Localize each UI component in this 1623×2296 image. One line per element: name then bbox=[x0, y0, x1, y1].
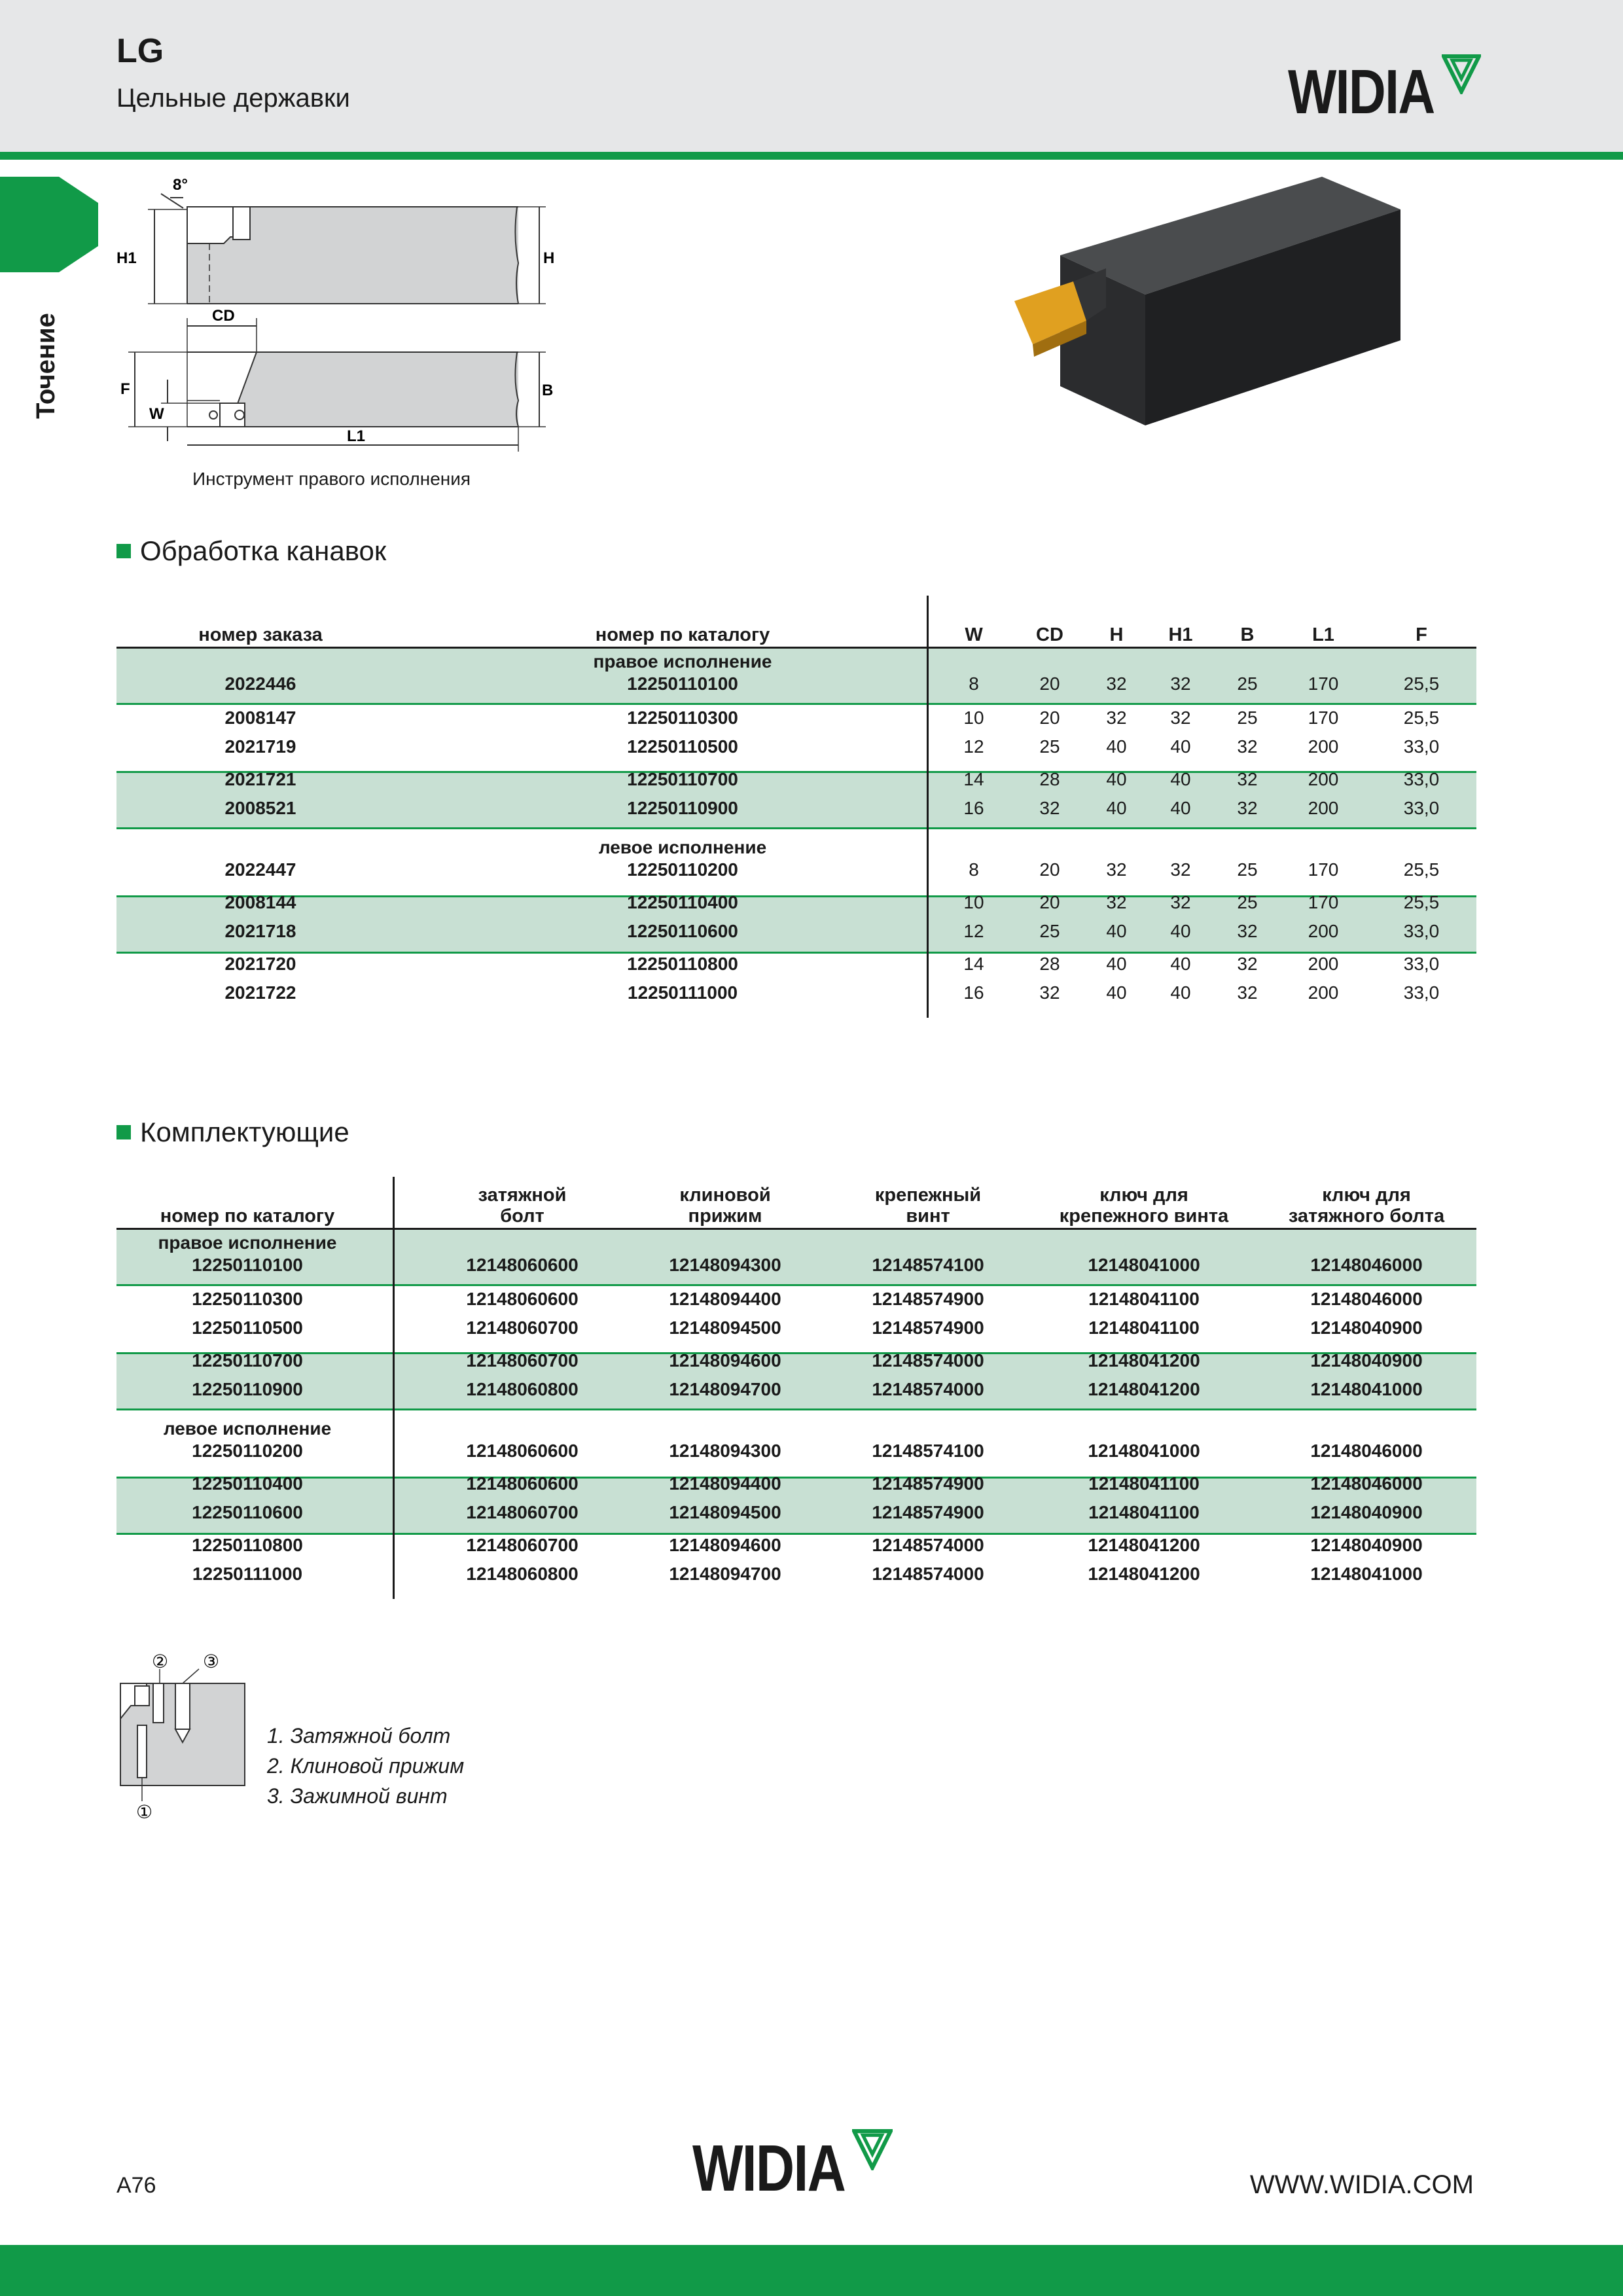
brand-logo-text: WIDIA bbox=[1288, 57, 1435, 127]
brand-triangle-icon bbox=[852, 2128, 893, 2170]
cell-catalog: 12250110300 bbox=[627, 708, 738, 728]
cell-key1: 12148041100 bbox=[1088, 1318, 1200, 1338]
cell-catalog: 12250110900 bbox=[192, 1379, 303, 1399]
cell-h: 32 bbox=[1106, 892, 1127, 912]
group-label-left: левое исполнение bbox=[163, 1418, 332, 1439]
group-label-right: правое исполнение bbox=[593, 651, 772, 672]
page-footer-bar bbox=[0, 2245, 1623, 2296]
cell-order: 2021722 bbox=[224, 982, 296, 1003]
table-group-rule bbox=[116, 827, 1476, 829]
cell-h1: 32 bbox=[1170, 859, 1191, 880]
assembly-sketch bbox=[111, 1647, 255, 1823]
cell-f: 33,0 bbox=[1403, 954, 1440, 974]
cell-b: 32 bbox=[1237, 921, 1258, 941]
table-group-rule bbox=[116, 1284, 1476, 1286]
col-header-key-screw-line2: крепежного винта bbox=[1059, 1206, 1229, 1227]
cell-screw: 12148574900 bbox=[872, 1473, 984, 1494]
cell-wedge: 12148094600 bbox=[669, 1535, 781, 1555]
cell-b: 25 bbox=[1237, 673, 1258, 694]
cell-key1: 12148041200 bbox=[1088, 1535, 1200, 1555]
cell-b: 32 bbox=[1237, 769, 1258, 789]
cell-key2: 12148046000 bbox=[1310, 1289, 1423, 1309]
cell-h: 32 bbox=[1106, 859, 1127, 880]
cell-b: 25 bbox=[1237, 892, 1258, 912]
dim-b-label: B bbox=[542, 382, 554, 399]
col-header-key-bolt bbox=[1268, 1185, 1465, 1227]
dim-f-label: F bbox=[120, 380, 130, 398]
cell-catalog: 12250110400 bbox=[627, 892, 738, 912]
table-header-rule bbox=[116, 1228, 1476, 1230]
cell-h: 40 bbox=[1106, 798, 1127, 818]
col-header-bolt bbox=[424, 1185, 620, 1227]
section-bullet-icon bbox=[116, 544, 131, 558]
cell-f: 33,0 bbox=[1403, 769, 1440, 789]
section-title-grooving-text: Обработка канавок bbox=[140, 535, 387, 566]
cell-f: 33,0 bbox=[1403, 736, 1440, 757]
cell-catalog: 12250110600 bbox=[192, 1502, 303, 1522]
cell-w: 16 bbox=[963, 982, 984, 1003]
cell-l1: 170 bbox=[1308, 708, 1339, 728]
cell-key1: 12148041200 bbox=[1088, 1379, 1200, 1399]
cell-wedge: 12148094700 bbox=[669, 1564, 781, 1584]
cell-order: 2022446 bbox=[224, 673, 296, 694]
cell-key2: 12148040900 bbox=[1310, 1535, 1423, 1555]
cell-key1: 12148041100 bbox=[1088, 1473, 1200, 1494]
cell-w: 10 bbox=[963, 708, 984, 728]
cell-screw: 12148574900 bbox=[872, 1318, 984, 1338]
cell-h: 40 bbox=[1106, 736, 1127, 757]
col-header-key-screw bbox=[1033, 1185, 1255, 1227]
brand-logo-text: WIDIA bbox=[692, 2132, 846, 2205]
cell-f: 25,5 bbox=[1403, 859, 1440, 880]
cell-catalog: 12250111000 bbox=[627, 982, 738, 1003]
cell-catalog: 12250110500 bbox=[627, 736, 738, 757]
col-header-order: номер заказа bbox=[198, 624, 323, 645]
cell-h1: 32 bbox=[1170, 892, 1191, 912]
cell-wedge: 12148094400 bbox=[669, 1289, 781, 1309]
page-number: A76 bbox=[116, 2173, 156, 2198]
cell-catalog: 12250110500 bbox=[192, 1318, 303, 1338]
cell-order: 2008144 bbox=[224, 892, 296, 912]
assembly-marker-1: ① bbox=[136, 1801, 153, 1823]
website-link[interactable]: WWW.WIDIA.COM bbox=[1249, 2170, 1474, 2199]
cell-order: 2021719 bbox=[224, 736, 296, 757]
cell-f: 25,5 bbox=[1403, 673, 1440, 694]
section-title-parts-text: Комплектующие bbox=[140, 1117, 349, 1147]
cell-key1: 12148041100 bbox=[1088, 1502, 1200, 1522]
cell-l1: 200 bbox=[1308, 921, 1339, 941]
col-header-key-bolt-line1: ключ для bbox=[1322, 1185, 1411, 1206]
assembly-marker-3: ③ bbox=[203, 1651, 220, 1672]
cell-wedge: 12148094500 bbox=[669, 1318, 781, 1338]
cell-catalog: 12250110200 bbox=[192, 1441, 303, 1461]
dim-cd-label: CD bbox=[212, 307, 235, 325]
table-group-rule bbox=[116, 703, 1476, 705]
parts-table bbox=[116, 1177, 1476, 1602]
cell-screw: 12148574100 bbox=[872, 1255, 984, 1275]
cell-b: 32 bbox=[1237, 954, 1258, 974]
cell-l1: 200 bbox=[1308, 769, 1339, 789]
cell-wedge: 12148094500 bbox=[669, 1502, 781, 1522]
cell-key1: 12148041100 bbox=[1088, 1289, 1200, 1309]
cell-bolt: 12148060800 bbox=[466, 1564, 579, 1584]
cell-key2: 12148046000 bbox=[1310, 1441, 1423, 1461]
col-header-screw-line1: крепежный bbox=[874, 1185, 982, 1206]
cell-order: 2021721 bbox=[224, 769, 296, 789]
cell-cd: 28 bbox=[1039, 769, 1060, 789]
cell-bolt: 12148060700 bbox=[466, 1350, 579, 1371]
cell-h1: 40 bbox=[1170, 954, 1191, 974]
cell-order: 2008147 bbox=[224, 708, 296, 728]
cell-key2: 12148041000 bbox=[1310, 1564, 1423, 1584]
cell-order: 2008521 bbox=[224, 798, 296, 818]
cell-catalog: 12250110700 bbox=[192, 1350, 303, 1371]
col-header-catalog: номер по каталогу bbox=[160, 1206, 335, 1227]
cell-l1: 200 bbox=[1308, 982, 1339, 1003]
cell-l1: 200 bbox=[1308, 954, 1339, 974]
cell-w: 12 bbox=[963, 921, 984, 941]
cell-key2: 12148040900 bbox=[1310, 1502, 1423, 1522]
cell-wedge: 12148094400 bbox=[669, 1473, 781, 1494]
cell-catalog: 12250110400 bbox=[192, 1473, 303, 1494]
tool-dimension-drawing bbox=[105, 171, 576, 459]
table-header-rule bbox=[116, 647, 1476, 649]
side-section-tab bbox=[0, 177, 98, 272]
cell-catalog: 12250110600 bbox=[627, 921, 738, 941]
page-subtitle: Цельные державки bbox=[116, 84, 350, 113]
cell-f: 33,0 bbox=[1403, 798, 1440, 818]
cell-bolt: 12148060700 bbox=[466, 1535, 579, 1555]
cell-w: 8 bbox=[969, 859, 979, 880]
section-title-grooving bbox=[116, 535, 386, 567]
cell-h1: 40 bbox=[1170, 982, 1191, 1003]
cell-screw: 12148574000 bbox=[872, 1535, 984, 1555]
cell-screw: 12148574000 bbox=[872, 1379, 984, 1399]
cell-l1: 170 bbox=[1308, 673, 1339, 694]
cell-catalog: 12250110100 bbox=[627, 673, 738, 694]
cell-cd: 20 bbox=[1039, 892, 1060, 912]
cell-f: 25,5 bbox=[1403, 892, 1440, 912]
col-header-catalog: номер по каталогу bbox=[595, 624, 770, 645]
col-header-screw-line2: винт bbox=[906, 1206, 950, 1227]
dim-h1-label: H1 bbox=[116, 249, 137, 267]
col-header-key-screw-line1: ключ для bbox=[1099, 1185, 1188, 1206]
cell-screw: 12148574900 bbox=[872, 1289, 984, 1309]
cell-f: 33,0 bbox=[1403, 982, 1440, 1003]
cell-h1: 32 bbox=[1170, 673, 1191, 694]
cell-key2: 12148040900 bbox=[1310, 1318, 1423, 1338]
section-title-parts bbox=[116, 1117, 349, 1148]
col-header-l1: L1 bbox=[1312, 624, 1334, 645]
cell-screw: 12148574900 bbox=[872, 1502, 984, 1522]
col-header-bolt-line1: затяжной bbox=[478, 1185, 567, 1206]
group-label-right: правое исполнение bbox=[158, 1232, 337, 1253]
cell-b: 25 bbox=[1237, 708, 1258, 728]
cell-h1: 40 bbox=[1170, 921, 1191, 941]
cell-catalog: 12250110200 bbox=[627, 859, 738, 880]
drawing-caption: Инструмент правого исполнения bbox=[192, 469, 471, 489]
cell-w: 14 bbox=[963, 769, 984, 789]
col-header-h: H bbox=[1109, 624, 1124, 645]
cell-cd: 25 bbox=[1039, 736, 1060, 757]
cell-h: 40 bbox=[1106, 769, 1127, 789]
cell-order: 2022447 bbox=[224, 859, 296, 880]
cell-wedge: 12148094300 bbox=[669, 1255, 781, 1275]
cell-key2: 12148040900 bbox=[1310, 1350, 1423, 1371]
cell-bolt: 12148060600 bbox=[466, 1473, 579, 1494]
cell-cd: 25 bbox=[1039, 921, 1060, 941]
cell-f: 25,5 bbox=[1403, 708, 1440, 728]
cell-order: 2021720 bbox=[224, 954, 296, 974]
col-header-h1: H1 bbox=[1168, 624, 1193, 645]
cell-cd: 20 bbox=[1039, 859, 1060, 880]
cell-h: 40 bbox=[1106, 982, 1127, 1003]
cell-wedge: 12148094300 bbox=[669, 1441, 781, 1461]
col-header-wedge-line2: прижим bbox=[688, 1206, 762, 1227]
cell-bolt: 12148060800 bbox=[466, 1379, 579, 1399]
cell-catalog: 12250110700 bbox=[627, 769, 738, 789]
brand-logo-top bbox=[1288, 56, 1481, 128]
table-column-divider bbox=[393, 1177, 395, 1599]
cell-bolt: 12148060600 bbox=[466, 1289, 579, 1309]
legend-item-1: 1. Затяжной болт bbox=[267, 1724, 451, 1748]
cell-h: 40 bbox=[1106, 921, 1127, 941]
dim-h-label: H bbox=[543, 249, 555, 267]
cell-b: 25 bbox=[1237, 859, 1258, 880]
cell-cd: 20 bbox=[1039, 708, 1060, 728]
cell-b: 32 bbox=[1237, 736, 1258, 757]
cell-w: 8 bbox=[969, 673, 979, 694]
cell-catalog: 12250110100 bbox=[192, 1255, 303, 1275]
brand-triangle-icon bbox=[1442, 54, 1481, 94]
col-header-wedge-line1: клиновой bbox=[679, 1185, 771, 1206]
cell-cd: 32 bbox=[1039, 798, 1060, 818]
col-header-cd: CD bbox=[1036, 624, 1063, 645]
cell-catalog: 12250110900 bbox=[627, 798, 738, 818]
cell-wedge: 12148094600 bbox=[669, 1350, 781, 1371]
cell-order: 2021718 bbox=[224, 921, 296, 941]
cell-cd: 32 bbox=[1039, 982, 1060, 1003]
col-header-key-bolt-line2: затяжного болта bbox=[1288, 1206, 1445, 1227]
section-bullet-icon bbox=[116, 1125, 131, 1139]
cell-h1: 40 bbox=[1170, 736, 1191, 757]
cell-h: 32 bbox=[1106, 708, 1127, 728]
cell-bolt: 12148060600 bbox=[466, 1255, 579, 1275]
cell-catalog: 12250110800 bbox=[627, 954, 738, 974]
cell-key1: 12148041000 bbox=[1088, 1255, 1200, 1275]
cell-b: 32 bbox=[1237, 798, 1258, 818]
table-column-divider bbox=[927, 596, 929, 1018]
cell-cd: 20 bbox=[1039, 673, 1060, 694]
cell-screw: 12148574000 bbox=[872, 1350, 984, 1371]
col-header-wedge bbox=[627, 1185, 823, 1227]
legend-item-3: 3. Зажимной винт bbox=[267, 1784, 448, 1808]
cell-h: 32 bbox=[1106, 673, 1127, 694]
col-header-b: B bbox=[1240, 624, 1255, 645]
page-title: LG bbox=[116, 32, 164, 70]
cell-w: 12 bbox=[963, 736, 984, 757]
cell-l1: 200 bbox=[1308, 798, 1339, 818]
cell-bolt: 12148060700 bbox=[466, 1318, 579, 1338]
cell-screw: 12148574100 bbox=[872, 1441, 984, 1461]
cell-catalog: 12250110800 bbox=[192, 1535, 303, 1555]
cell-w: 14 bbox=[963, 954, 984, 974]
side-section-label: Точение bbox=[31, 313, 60, 419]
cell-screw: 12148574000 bbox=[872, 1564, 984, 1584]
group-label-left: левое исполнение bbox=[598, 837, 767, 857]
cell-bolt: 12148060700 bbox=[466, 1502, 579, 1522]
cell-catalog: 12250110300 bbox=[192, 1289, 303, 1309]
col-header-screw bbox=[830, 1185, 1026, 1227]
cell-l1: 170 bbox=[1308, 892, 1339, 912]
dim-l1-label: L1 bbox=[347, 427, 366, 445]
cell-key2: 12148046000 bbox=[1310, 1473, 1423, 1494]
cell-h1: 40 bbox=[1170, 798, 1191, 818]
cell-wedge: 12148094700 bbox=[669, 1379, 781, 1399]
cell-key2: 12148046000 bbox=[1310, 1255, 1423, 1275]
col-header-f: F bbox=[1416, 624, 1427, 645]
cell-l1: 170 bbox=[1308, 859, 1339, 880]
dim-w-label: W bbox=[149, 405, 164, 423]
col-header-w: W bbox=[965, 624, 983, 645]
cell-key1: 12148041000 bbox=[1088, 1441, 1200, 1461]
header-divider bbox=[0, 152, 1623, 160]
cell-b: 32 bbox=[1237, 982, 1258, 1003]
cell-h1: 40 bbox=[1170, 769, 1191, 789]
cell-catalog: 12250111000 bbox=[192, 1564, 303, 1584]
col-header-bolt-line2: болт bbox=[500, 1206, 544, 1227]
grooving-table bbox=[116, 596, 1476, 1021]
table-group-rule bbox=[116, 1408, 1476, 1410]
cell-f: 33,0 bbox=[1403, 921, 1440, 941]
cell-l1: 200 bbox=[1308, 736, 1339, 757]
assembly-marker-2: ② bbox=[152, 1651, 169, 1672]
cell-key1: 12148041200 bbox=[1088, 1564, 1200, 1584]
brand-logo-bottom bbox=[692, 2131, 893, 2206]
cell-cd: 28 bbox=[1039, 954, 1060, 974]
rake-angle-label: 8° bbox=[173, 176, 188, 194]
cell-bolt: 12148060600 bbox=[466, 1441, 579, 1461]
cell-key1: 12148041200 bbox=[1088, 1350, 1200, 1371]
cell-h1: 32 bbox=[1170, 708, 1191, 728]
cell-h: 40 bbox=[1106, 954, 1127, 974]
cell-key2: 12148041000 bbox=[1310, 1379, 1423, 1399]
cell-w: 16 bbox=[963, 798, 984, 818]
legend-item-2: 2. Клиновой прижим bbox=[267, 1754, 465, 1778]
tool-holder-photo bbox=[982, 170, 1414, 432]
cell-w: 10 bbox=[963, 892, 984, 912]
